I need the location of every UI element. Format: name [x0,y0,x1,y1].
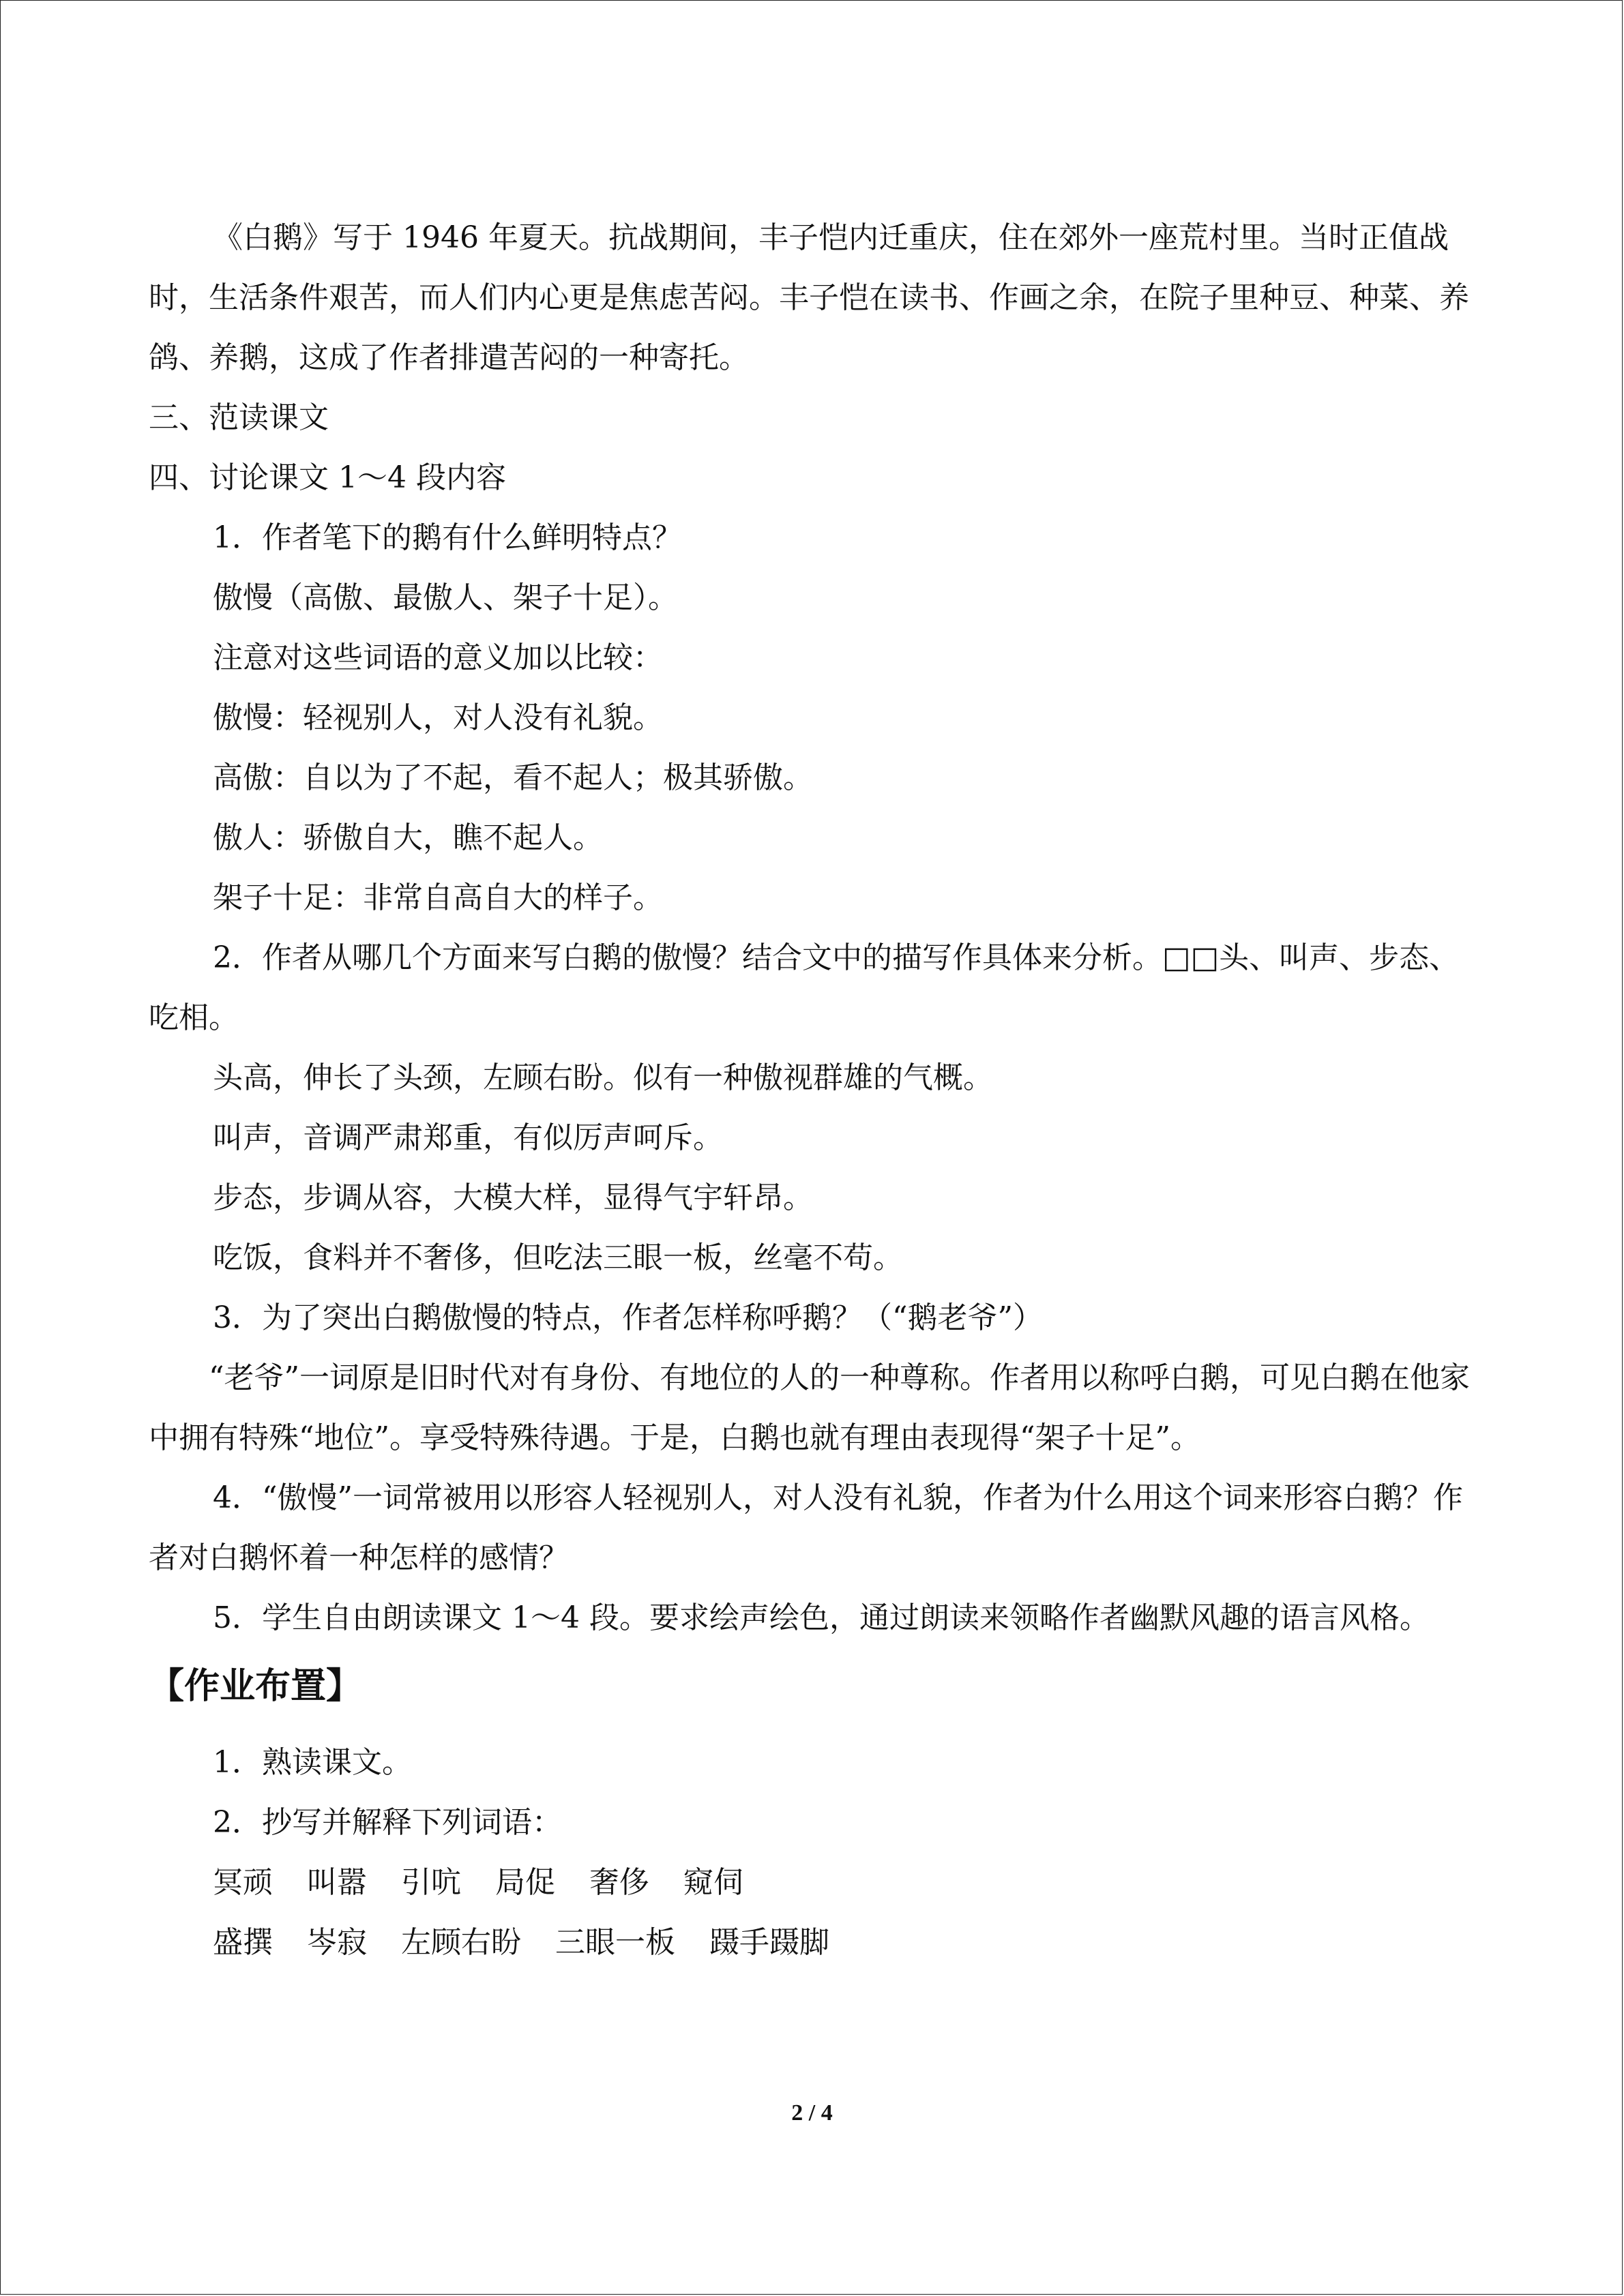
question-2: 2．作者从哪几个方面来写白鹅的傲慢？结合文中的描写作具体来分析。□□头、叫声、步态、吃相。 [149,940,1460,1035]
definition-1: 傲慢：轻视别人，对人没有礼貌。 [213,700,663,735]
section-heading-4: 四、讨论课文 1～4 段内容 [149,460,506,495]
definition-2: 高傲：自以为了不起，看不起人；极其骄傲。 [213,760,813,795]
vocab-word: 奢侈 [589,1865,649,1900]
vocab-word: 蹑手蹑脚 [709,1925,829,1960]
vocab-word: 左顾右盼 [401,1925,521,1960]
vocab-word: 引吭 [401,1865,461,1900]
vocab-word: 叫嚣 [307,1865,367,1900]
intro-paragraph: 《白鹅》写于 1946 年夏天。抗战期间，丰子恺内迁重庆，住在郊外一座荒村里。当时正值战时，生活条件艰苦，而人们内心更是焦虑苦闷。丰子恺在读书、作画之余，在院子里种豆、种菜、养鸽、养鹅，这成了作者排遣苦闷的一种寄托。 [149,220,1469,375]
comparison-note: 注意对这些词语的意义加以比较： [213,640,663,675]
answer-2-eating: 吃饭，食料并不奢侈，但吃法三眼一板，丝毫不苟。 [213,1240,903,1275]
section-heading-3: 三、范读课文 [149,400,329,435]
definition-4: 架子十足：非常自高自大的样子。 [213,880,663,915]
vocab-word: 盛撰 [213,1925,273,1960]
answer-3: “老爷”一词原是旧时代对有身份、有地位的人的一种尊称。作者用以称呼白鹅，可见白鹅在他家中拥有特殊“地位”。享受特殊待遇。于是，白鹅也就有理由表现得“架子十足”。 [149,1360,1470,1455]
vocabulary-row-1 [149,1853,1475,1913]
page-number: 2 / 4 [791,2100,833,2126]
question-3: 3．为了突出白鹅傲慢的特点，作者怎样称呼鹅？（“鹅老爷”） [213,1300,1043,1335]
answer-2-gait: 步态，步调从容，大模大样，显得气宇轩昂。 [213,1180,813,1215]
vocab-word: 三眼一板 [555,1925,675,1960]
homework-item-1: 1．熟读课文。 [213,1745,412,1780]
definition-3: 傲人：骄傲自大，瞧不起人。 [213,820,603,855]
answer-2-head: 头高，伸长了头颈，左顾右盼。似有一种傲视群雄的气概。 [213,1060,993,1095]
vocab-word: 岑寂 [307,1925,367,1960]
question-1: 1．作者笔下的鹅有什么鲜明特点？ [213,520,682,555]
question-4: 4．“傲慢”一词常被用以形容人轻视别人，对人没有礼貌，作者为什么用这个词来形容白鹅？作者对白鹅怀着一种怎样的感情？ [149,1480,1463,1575]
vocab-word: 局促 [495,1865,555,1900]
vocab-word: 窥伺 [683,1865,743,1900]
vocab-word: 冥顽 [213,1865,273,1900]
homework-heading: 【作业布置】 [149,1666,362,1707]
answer-2-voice: 叫声，音调严肃郑重，有似厉声呵斥。 [213,1120,723,1155]
vocabulary-row-2 [149,1913,1475,1973]
homework-item-2: 2．抄写并解释下列词语： [213,1805,562,1840]
document-body [149,208,1475,1973]
question-5: 5．学生自由朗读课文 1～4 段。要求绘声绘色，通过朗读来领略作者幽默风趣的语言风格。 [213,1600,1430,1635]
answer-1: 傲慢（高傲、最傲人、架子十足）。 [213,580,678,615]
